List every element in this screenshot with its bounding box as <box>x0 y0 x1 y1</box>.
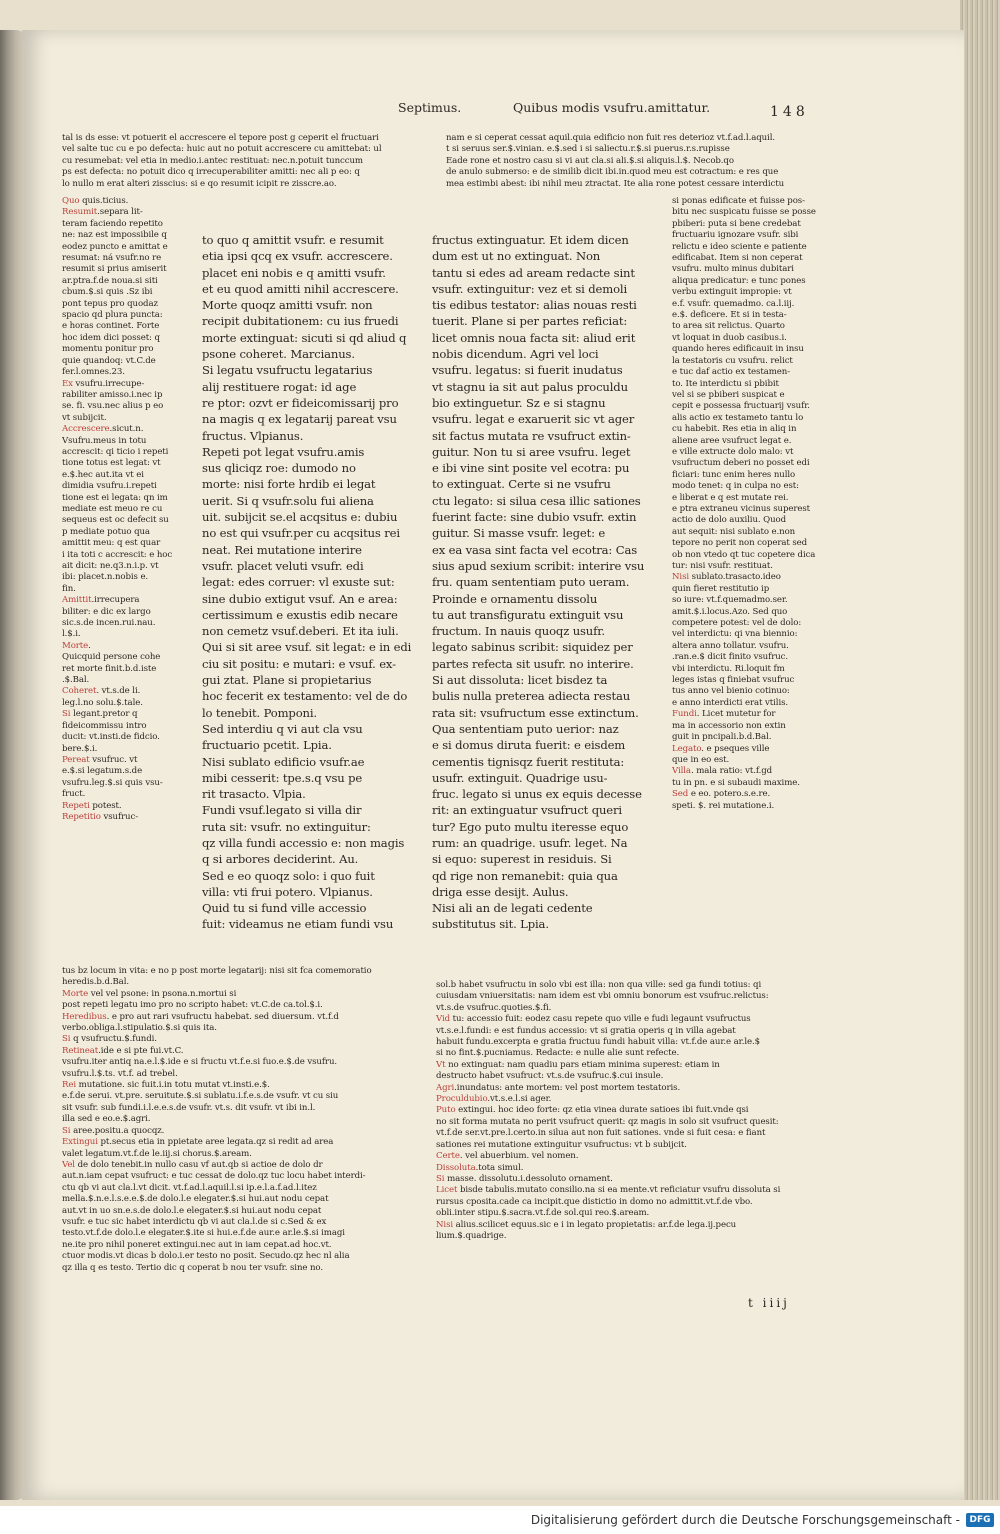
right-col-gloss-line: ma in accessorio non extin <box>672 720 786 731</box>
bottom-gloss-right-line: Certe. vel abuerbium. vel nomen. <box>436 1151 579 1162</box>
main-col2-line: fructum. In nauis quoqz usufr. <box>432 624 605 639</box>
bottom-gloss-left-line: Heredibus. e pro aut rari vsufructu habebat. sed diuersum. vt.f.d <box>62 1011 339 1022</box>
right-col-gloss-line: guit in pncipali.b.d.Bal. <box>672 732 772 743</box>
main-col2-line: tantu si edes ad aream redacte sint <box>432 265 635 280</box>
header-book-number: Septimus. <box>398 100 462 115</box>
main-col1-line: morte: nisi forte hrdib ei legat <box>202 477 376 492</box>
right-col-gloss-line: aliene aree vsufruct legat e. <box>672 435 792 446</box>
left-margin-gloss-line: Quo quis.ticius. <box>62 196 129 206</box>
bottom-gloss-left-line: sit vsufr. sub fundi.i.l.e.e.s.de vsufr. vt.s. dit vsufr. vt ibi in.l. <box>62 1102 316 1113</box>
left-margin-gloss-line: Ex vsufru.irrecupe- <box>62 378 145 389</box>
main-col1-line: lo tenebit. Pomponi. <box>202 705 317 720</box>
right-col-gloss-line: verbu extinguit impropie: vt <box>672 287 792 298</box>
right-col-gloss-line: Nisi sublato.trasacto.ideo <box>672 572 781 583</box>
left-margin-gloss-line: eodez puncto e amittat e <box>62 241 168 252</box>
right-col-gloss-line: aliqua predicatur: e tunc pones <box>672 275 806 286</box>
bottom-gloss-right-line: Puto extingui. hoc ideo forte: qz etia vinea durate satioes ibi fuit.vnde qsi <box>436 1105 749 1116</box>
main-col1-line: Sed interdiu q vi aut cla vsu <box>202 721 363 736</box>
left-margin-gloss-line: Si legant.pretor q <box>62 709 138 720</box>
left-margin-gloss-line: ait dicit: ne.q3.n.i.p. vt <box>62 561 159 571</box>
bottom-gloss-left-line: vsufru.iter antiq na.e.l.$.ide e si fructu vt.f.e.si fuo.e.$.de vsufru. <box>62 1057 338 1068</box>
left-margin-gloss-line: .$.Bal. <box>62 675 90 686</box>
left-margin-gloss-line: ret morte finit.b.d.iste <box>62 663 157 674</box>
main-col1-line: fructus. Vlpianus. <box>202 428 304 443</box>
main-col2-line: sius apud sexium scribit: interire vsu <box>432 558 645 573</box>
right-col-gloss-line: Sed e eo. potero.s.e.re. <box>672 789 771 800</box>
top-gloss-left-line: tal is ds esse: vt potuerit el accrescere el tepore post g ceperit el fructuari <box>62 133 379 143</box>
bottom-gloss-left-line: ctu qb vi aut cla.l.vt dicit. vt.f.ad.l.aquil.l.si ip.e.l.a.f.ad.l.itez <box>62 1182 317 1193</box>
left-margin-gloss-line: Coheret. vt.s.de li. <box>62 686 141 697</box>
right-col-gloss-line: vsufru. multo minus dubitari <box>672 264 794 275</box>
left-margin-gloss-line: Pereat vsufruc. vt <box>62 754 138 765</box>
bottom-gloss-left-line: Si q vsufructu.$.fundi. <box>62 1034 157 1045</box>
right-col-gloss-line: vbi interdictu. Ri.loquit fm <box>672 663 785 674</box>
main-col2-line: tis edibus testator: alias nouas resti <box>432 298 637 313</box>
right-col-gloss-line: e anno interdicti erat vtilis. <box>672 697 789 708</box>
left-margin-gloss-line: i ita toti c accrescit: e hoc <box>62 549 173 560</box>
left-margin-gloss-line: fideicommissu intro <box>62 720 147 731</box>
main-col1-line: alij restituere rogat: id age <box>202 379 357 394</box>
bottom-gloss-left-line: valet legatum.vt.f.de le.iij.si chorus.$.aream. <box>62 1148 252 1159</box>
right-col-gloss-line: tepore no perit non coperat sed <box>672 538 808 549</box>
bottom-gloss-left-line: vsufru.l.$.ts. vt.f. ad trebel. <box>62 1068 178 1079</box>
main-col1-line: q si arbores deciderint. Au. <box>202 852 359 867</box>
main-col2-line: bio extinguetur. Sz e si stagnu <box>432 395 606 410</box>
left-margin-gloss-line: rabiliter amisso.i.nec ip <box>62 389 163 400</box>
main-col1-line: re ptor: ozvt er fideicomissarij pro <box>202 395 399 410</box>
right-col-gloss-line: to area sit relictus. Quarto <box>672 321 785 332</box>
left-margin-gloss-line: Morte. <box>62 640 91 651</box>
bottom-gloss-right-line: no sit forma mutata no perit vsufruct querit: qz magis in solo sit vsufruct quesit: <box>436 1116 779 1127</box>
main-col2-line: dum est ut no extinguat. Non <box>432 249 601 264</box>
main-col2-line: fru. quam sententiam puto ueram. <box>432 575 630 590</box>
main-col2-line: vsufru. legatus: si fuerit inudatus <box>432 363 623 378</box>
main-col2-line: to extinguat. Certe si ne vsufru <box>432 477 611 492</box>
bottom-gloss-left <box>62 966 427 1288</box>
right-col-gloss-line: .ran.e.$ dicit finito vsufruc. <box>672 652 788 663</box>
main-col1-line: Repeti pot legat vsufru.amis <box>202 444 365 459</box>
top-gloss-right-line: t si seruus ser.$.vinian. e.$.sed i si saliectu.r.$.si puerus.r.s.rupisse <box>446 144 730 155</box>
main-col1-line: ciu sit positu: e mutari: e vsuf. ex- <box>202 656 396 671</box>
bottom-gloss-right-line: obli.inter stipu.$.sacra.vt.f.de sol.qui reo.$.aream. <box>436 1208 650 1219</box>
main-col1-line: sus qliciqz roe: dumodo no <box>202 461 356 476</box>
right-col-gloss-line: que in eo est. <box>672 754 730 765</box>
main-col1-line: uit. subijcit se.el acqsitus e: dubiu <box>202 510 398 525</box>
main-col2-line: Nisi ali an de legati cedente <box>432 901 593 916</box>
bottom-gloss-right <box>436 980 831 1280</box>
right-col-gloss-line: cepit e possessa fructuarij vsufr. <box>672 401 810 412</box>
bottom-gloss-left-line: verbo.obliga.l.stipulatio.$.si quis ita. <box>62 1023 217 1034</box>
main-col1-line: to quo q amittit vsufr. e resumit <box>202 233 384 247</box>
bottom-gloss-right-line: Dissoluta.tota simul. <box>436 1162 524 1173</box>
main-col2-line: e si domus diruta fuerit: e eisdem <box>432 738 626 753</box>
main-col2-line: tur? Ego puto multu iteresse equo <box>432 819 629 834</box>
main-col2-line: fuerint facte: sine dubio vsufr. extin <box>432 510 637 525</box>
right-col-gloss-line: Fundi. Licet mutetur for <box>672 709 776 720</box>
bottom-gloss-right-line: Agri.inundatus: ante mortem: vel post mortem testatoris. <box>436 1082 681 1093</box>
left-margin-gloss-line: resumat: ná vsufr.no re <box>62 253 162 264</box>
right-col-gloss-line: e tuc daf actio ex testamen- <box>672 367 790 378</box>
bottom-gloss-right-line: cuiusdam vniuersitatis: nam idem est vbi omniu bonorum est vsufruc.relictus: <box>436 991 769 1002</box>
right-column-gloss <box>672 196 834 971</box>
main-col1-line: etia ipsi qcq ex vsufr. accrescere. <box>202 249 393 264</box>
right-col-gloss-line: e.f. vsufr. quemadmo. ca.l.iij. <box>672 298 795 309</box>
bottom-gloss-left-line: testo.vt.f.de dolo.l.e elegater.$.ite si hui.e.f.de aur.e ar.le.$.si imagi <box>62 1228 345 1239</box>
right-col-gloss-line: vsufructum deberi no posset edi <box>672 458 810 469</box>
main-col1-line: Qui si sit aree vsuf. sit legat: e in edi <box>202 640 412 655</box>
main-col2-line: Qua sententiam puto uerior: naz <box>432 721 619 736</box>
bottom-gloss-left-line: aut.vt in uo sn.e.s.de dolo.l.e elegater.$.si hui.aut nodu cepat <box>62 1205 322 1216</box>
right-col-gloss-line: Legato. e pseques ville <box>672 743 770 754</box>
top-gloss-left-line: vel salte tuc cu e po defecta: huic aut no potuit accrescere cu amittebat: ul <box>62 144 382 155</box>
bottom-gloss-right-line: vt.f.de ser.vt.pre.l.certo.in silua aut non fuit sationes. vnde si fuit cesa: e fiant <box>436 1128 766 1139</box>
right-col-gloss-line: e ptra extraneu vicinus superest <box>672 503 811 514</box>
bottom-gloss-right-line: Si masse. dissolutu.i.dessoluto ornament. <box>436 1173 613 1184</box>
left-margin-gloss-line: Quicquid persone cohe <box>62 652 161 663</box>
left-margin-gloss-line: momentu ponitur pro <box>62 344 154 355</box>
left-margin-gloss-line: Vsufru.meus in totu <box>62 435 147 446</box>
bottom-gloss-right-line: si no fint.$.pucniamus. Redacte: e nulle alie sunt refecte. <box>436 1048 680 1059</box>
folio-number: 148 <box>770 104 809 120</box>
right-col-gloss-line: so iure: vt.f.quemadmo.ser. <box>672 595 788 606</box>
main-text-column-1 <box>202 232 422 952</box>
main-col2-line: Si aut dissoluta: licet bisdez ta <box>432 673 608 688</box>
bottom-gloss-left-line: heredis.b.d.Bal. <box>62 977 129 988</box>
bottom-gloss-right-line: vt.s.de vsufruc.quoties.$.fi. <box>436 1002 552 1013</box>
left-margin-gloss-line: vt subijcit. <box>62 412 107 423</box>
main-col1-line: non cemetz vsuf.deberi. Et ita iuli. <box>202 624 399 639</box>
main-col1-line: Sed e eo quoqz solo: i quo fuit <box>202 868 375 883</box>
main-col1-line: mibi cesserit: tpe.s.q vsu pe <box>202 770 363 785</box>
main-col2-line: ex ea vasa sint facta vel ecotra: Cas <box>432 542 638 557</box>
left-margin-gloss-line: fin. <box>62 583 76 594</box>
main-col1-line: Quid tu si fund ville accessio <box>202 901 367 916</box>
main-col1-line: Morte quoqz amitti vsufr. non <box>202 298 373 313</box>
right-col-gloss-line: modo tenet: q in culpa no est: <box>672 481 799 492</box>
right-col-gloss-line: vt loquat in duob casibus.i. <box>672 332 787 343</box>
left-margin-gloss-line: ne: naz est impossibile q <box>62 230 167 241</box>
main-col2-line: vsufru. legat e exaruerit sic vt ager <box>432 412 635 427</box>
top-gloss-right-line: nam e si ceperat cessat aquil.quia edificio non fuit res deterioz vt.f.ad.l.aquil. <box>446 133 775 143</box>
digitization-footer <box>0 1506 1000 1534</box>
right-col-gloss-line: alis actio ex testameto tantu lo <box>672 412 804 423</box>
main-col2-line: licet omnis noua facta sit: aliud erit <box>432 330 636 345</box>
left-margin-gloss-line: Resumit.separa lit- <box>62 207 143 218</box>
bottom-gloss-left-line: post repeti legatu imo pro no scripto habet: vt.C.de ca.tol.$.i. <box>62 1000 323 1011</box>
left-margin-gloss-line: se. fi. vsu.nec alius p eo <box>62 401 164 412</box>
main-col1-line: Fundi vsuf.legato si villa dir <box>202 803 362 818</box>
main-col1-line: Si legatu vsufructu legatarius <box>202 363 373 378</box>
right-col-gloss-line: si ponas edificate et fuisse pos- <box>672 196 805 206</box>
right-col-gloss-line: altera anno tollatur. vsufru. <box>672 640 789 651</box>
left-margin-gloss-line: bere.$.i. <box>62 743 98 754</box>
left-margin-gloss-line: tione est ei legata: qn im <box>62 492 168 503</box>
main-col1-line: certissimum e exustis edib necare <box>202 607 398 622</box>
left-margin-gloss-line: Repetitio vsufruc- <box>62 811 139 822</box>
right-col-gloss-line: to. Ite interdictu si pbibit <box>672 378 779 389</box>
bottom-gloss-left-line: illa sed e eo.e.$.agri. <box>62 1114 151 1125</box>
bottom-gloss-right-line: Licet bisde tabulis.mutato consilio.na si ea mente.vt reficiatur vsufru dissoluta si <box>436 1185 781 1196</box>
bottom-gloss-right-line: Proculdubio.vt.s.e.l.si ager. <box>436 1094 552 1105</box>
left-margin-gloss-line: dimidia vsufru.i.repeti <box>62 481 157 492</box>
left-margin-gloss-line: ar.ptra.f.de noua.si siti <box>62 275 158 286</box>
top-gloss-left-line: cu resumebat: vel etia in medio.i.antec restituat: nec.n.potuit tunccum <box>62 155 363 166</box>
right-col-gloss-line: e liberat e q est mutate rei. <box>672 492 789 503</box>
main-col2-line: ctu legato: si silua cesa illic sationes <box>432 493 641 508</box>
page-stack-edge <box>960 0 1000 1500</box>
main-col1-line: na magis q ex legatarij pareat vsu <box>202 412 397 427</box>
main-col1-line: psone coheret. Marcianus. <box>202 347 355 362</box>
right-col-gloss-line: bitu nec suspicatu fuisse se posse <box>672 207 816 218</box>
main-col1-line: vsufr. placet veluti vsufr. edi <box>202 558 364 573</box>
main-col2-line: cementis tignisqz fuerit restituta: <box>432 754 625 769</box>
left-margin-gloss-line: amittit meu: q est quar <box>62 538 161 549</box>
top-gloss-right-line: de anulo submerso: e de similib dicit ibi.in.quod meu est cotractum: e res que <box>446 167 779 178</box>
bottom-gloss-left-line: ne.ite pro nihil poneret extingui.nec aut in iam cepat.ad hoc.vt. <box>62 1239 332 1250</box>
main-col1-line: sine dubio extigut vsuf. An e area: <box>202 591 398 606</box>
main-col2-line: partes refecta sit usufr. no interire. <box>432 656 634 671</box>
right-col-gloss-line: vel interdictu: qi vna biennio: <box>672 629 798 640</box>
right-col-gloss-line: leges istas q finiebat vsufruc <box>672 675 795 686</box>
left-margin-gloss-line: fruct. <box>62 789 86 800</box>
main-col1-line: et eu quod amitti nihil accrescere. <box>202 281 399 296</box>
main-col1-line: Nisi sublato edificio vsufr.ae <box>202 754 365 769</box>
bottom-gloss-left-line: qz illa q es testo. Tertio dic q coperat b nou ter vsufr. sine no. <box>62 1262 323 1273</box>
main-col2-line: rata sit: vsufructum esse extinctum. <box>432 705 639 720</box>
main-col1-line: placet eni nobis e q amitti vsufr. <box>202 265 386 280</box>
main-col2-line: vsufr. extinguitur: vez et si demoli <box>432 281 628 296</box>
main-col2-line: Proinde e ornamentu dissolu <box>432 591 598 606</box>
left-margin-gloss-line: sic.s.de incen.rui.nau. <box>62 618 156 629</box>
bottom-gloss-right-line: Nisi alius.scilicet equus.sic e i in legato propietatis: ar.f.de lega.ij.pecu <box>436 1219 737 1230</box>
left-margin-gloss-line: e horas continet. Forte <box>62 321 160 332</box>
main-col1-line: uerit. Si q vsufr.solu fui aliena <box>202 493 374 508</box>
bottom-gloss-left-line: mella.$.n.e.l.s.e.e.$.de dolo.l.e elegater.$.si hui.aut nodu cepat <box>62 1194 329 1205</box>
bottom-gloss-right-line: lium.$.quadrige. <box>436 1230 507 1241</box>
main-col2-line: sit factus mutata re vsufruct extin- <box>432 428 631 443</box>
left-margin-gloss-line: hoc idem dici posset: q <box>62 332 160 343</box>
main-col2-line: qd rige non remanebit: quia qua <box>432 868 618 883</box>
left-margin-gloss <box>62 196 192 966</box>
right-col-gloss-line: relictu e ideo sciente e patiente <box>672 241 807 252</box>
bottom-gloss-right-line: habuit fundu.excerpta e gratia fructuu fundi habuit villa: vt.f.de aur.e ar.le.$ <box>436 1037 760 1048</box>
main-col2-line: tuerit. Plane si per partes reficiat: <box>432 314 628 329</box>
bottom-gloss-left-line: Vel de dolo tenebit.in nullo casu vf aut.qb si actioe de dolo dr <box>62 1159 323 1170</box>
left-margin-gloss-line: l.$.i. <box>62 629 81 640</box>
right-col-gloss-line: quin fieret restitutio ip <box>672 583 770 594</box>
left-margin-gloss-line: mediate est meuo re cu <box>62 503 163 514</box>
main-col1-line: fuit: videamus ne etiam fundi vsu <box>202 917 394 932</box>
bottom-gloss-left-line: Retineat.ide e si pte fui.vt.C. <box>62 1045 184 1056</box>
bottom-gloss-right-line: rursus cposita.cade ca incipit.que distictio in domo no admittit.vt.f.de vbo. <box>436 1196 753 1207</box>
main-col2-line: fructus extinguatur. Et idem dicen <box>432 233 629 247</box>
right-col-gloss-line: ob non vtedo qt tuc copetere dica <box>672 549 816 560</box>
left-margin-gloss-line: Accrescere.sicut.n. <box>62 424 144 435</box>
main-col1-line: neat. Rei mutatione interire <box>202 542 362 557</box>
main-col2-line: guitur. Si masse vsufr. leget: e <box>432 526 606 541</box>
left-margin-gloss-line: teram faciendo repetito <box>62 218 163 229</box>
main-col1-line: morte extinguat: sicuti si qd aliud q <box>202 330 407 345</box>
main-col2-line: fruc. legato si unus ex equis decesse <box>432 787 642 802</box>
bottom-gloss-left-line: Si aree.positu.a quocqz. <box>62 1125 165 1136</box>
main-col1-line: hoc fecerit ex testamento: vel de do <box>202 689 408 704</box>
right-col-gloss-line: amit.$.i.locus.Azo. Sed quo <box>672 606 788 617</box>
main-col1-line: qz villa fundi accessio e: non magis <box>202 835 405 850</box>
main-col1-line: legat: edes corruer: vl exuste sut: <box>202 575 395 590</box>
right-col-gloss-line: la testatoris cu vsufru. relict <box>672 355 793 366</box>
top-gloss-right <box>446 133 831 193</box>
right-col-gloss-line: e ville extructe dolo malo: vt <box>672 446 794 457</box>
left-margin-gloss-line: cbum.$.si quis .Sz ibi <box>62 287 153 298</box>
right-col-gloss-line: fructuariu ignozare vsufr. sibi <box>672 230 799 241</box>
main-col2-line: usufr. extinguit. Quadrige usu- <box>432 770 608 785</box>
right-col-gloss-line: tus anno vel bienio cotinuo: <box>672 686 790 697</box>
right-col-gloss-line: cu habebit. Res etia in aliq in <box>672 424 797 435</box>
main-text-column-2 <box>432 232 654 952</box>
main-col1-line: recipit dubitationem: cu ius fruedi <box>202 314 399 329</box>
right-col-gloss-line: tur: nisi vsufr. restituat. <box>672 561 773 571</box>
bottom-gloss-left-line: tus bz locum in vita: e no p post morte legatarij: nisi sit fca comemoratio <box>62 966 372 976</box>
bottom-gloss-left-line: vsufr. e tuc sic habet interdictu qb vi aut cla.l.de si c.Sed & ex <box>62 1216 327 1227</box>
signature-mark: t iiij <box>748 1296 790 1310</box>
main-col1-line: villa: vti frui potero. Vlpianus. <box>202 884 373 899</box>
main-col1-line: fructuario pcetit. Lpia. <box>202 738 332 753</box>
header-title: Quibus modis vsufru.amittatur. <box>513 100 711 115</box>
left-margin-gloss-line: tione totus est legat: vt <box>62 458 161 469</box>
main-col2-line: tu aut transfiguratu extinguit vsu <box>432 607 624 622</box>
right-col-gloss-line: vel si se pbiberi suspicat e <box>672 389 785 400</box>
right-col-gloss-line: competere potest: vel de dolo: <box>672 618 802 629</box>
bottom-gloss-left-line: Rei mutatione. sic fuit.i.in totu mutat vt.insti.e.$. <box>62 1080 270 1091</box>
bottom-gloss-left-line: Extingui pt.secus etia in ppietate aree legata.qz si redit ad area <box>62 1137 334 1148</box>
main-col2-line: e ibi vine sint posite vel ecotra: pu <box>432 461 630 476</box>
bottom-gloss-left-line: ctuor modis.vt dicas b dolo.i.er testo no posit. Secudo.qz hec nl alia <box>62 1251 350 1262</box>
main-col2-line: legato sabinus scribit: siquidez per <box>432 640 633 655</box>
left-margin-gloss-line: biliter: e dic ex largo <box>62 606 151 617</box>
main-col1-line: gui ztat. Plane si propietarius <box>202 673 372 688</box>
left-margin-gloss-line: fer.l.omnes.23. <box>62 367 125 378</box>
left-margin-gloss-line: pont tepus pro quodaz <box>62 298 158 309</box>
main-col2-line: bulis nulla preterea adiecta restau <box>432 689 631 704</box>
bottom-gloss-right-line: destructo habet vsufruct: vt.s.de vsufruc.$.cui insule. <box>436 1071 664 1082</box>
main-col1-line: ruta sit: vsufr. no extinguitur: <box>202 819 371 834</box>
main-col2-line: substitutus sit. Lpia. <box>432 917 549 932</box>
bottom-gloss-right-line: Vt no extinguat: nam quadiu pars etiam minima superest: etiam in <box>436 1059 720 1070</box>
bottom-gloss-right-line: sationes rei mutatione extinguitur vsufructus: vt b subijcit. <box>436 1139 687 1150</box>
left-margin-gloss-line: Amittit.irrecupera <box>62 595 140 606</box>
left-margin-gloss-line: accrescit: qi ticio i repeti <box>62 446 169 457</box>
main-col2-line: vt stagnu ia sit aut palus proculdu <box>432 379 628 394</box>
main-col2-line: si equo: superest in residuis. Si <box>432 852 612 867</box>
top-gloss-left-line: ps est defecta: no potuit dico q irrecuperabiliter amitti: nec ali p eo: q <box>62 167 360 178</box>
right-col-gloss-line: speti. $. rei mutatione.i. <box>672 800 775 811</box>
left-margin-gloss-line: vsufru.leg.$.si quis vsu- <box>62 777 163 788</box>
right-col-gloss-line: aut sequit: nisi sublato e.non <box>672 526 796 537</box>
left-margin-gloss-line: leg.l.no solu.$.tale. <box>62 697 143 708</box>
funding-credit: Digitalisierung gefördert durch die Deutsche Forschungsgemeinschaft - <box>530 1513 960 1527</box>
dfg-logo: DFG <box>966 1513 994 1527</box>
bottom-gloss-left-line: Morte vel vel psone: in psona.n.mortui si <box>62 988 237 999</box>
left-margin-gloss-line: spacio qd plura puncta: <box>62 310 163 321</box>
bottom-gloss-right-line: vt.s.e.l.fundi: e est fundus accessio: vt si gratia operis q in villa agebat <box>436 1025 736 1036</box>
left-margin-gloss-line: quie quandoq: vt.C.de <box>62 355 156 366</box>
right-col-gloss-line: Villa. mala ratio: vt.f.gd <box>672 766 773 777</box>
left-margin-gloss-line: p mediate potuo qua <box>62 526 150 537</box>
left-margin-gloss-line: sequeus est oc defecit su <box>62 515 169 526</box>
top-gloss-right-line: mea estimbi abest: ibi nihil meu ztractat. Ite alia rone potest cessare interdictu <box>446 178 785 189</box>
main-col2-line: rum: an quadrige. usufr. leget. Na <box>432 835 628 850</box>
left-margin-gloss-line: e.$.hec aut.ita vt ei <box>62 469 144 480</box>
main-col2-line: rit: an extinguatur vsufruct queri <box>432 803 622 818</box>
main-col1-line: rit trasacto. Vlpia. <box>202 787 306 802</box>
main-col2-line: driga esse desijt. Aulus. <box>432 884 569 899</box>
top-gloss-right-line: Eade rone et nostro casu si vi aut cla.si ali.$.si aliquis.l.$. Necob.qo <box>446 155 734 166</box>
bottom-gloss-right-line: sol.b habet vsufructu in solo vbi est illa: non qua ville: sed ga fundi totius: qi <box>436 980 762 990</box>
left-margin-gloss-line: ibi: placet.n.nobis e. <box>62 572 149 583</box>
right-col-gloss-line: ficiari: tunc enim heres nullo <box>672 469 796 480</box>
top-gloss-left <box>62 133 442 193</box>
right-col-gloss-line: pbiberi: puta si bene credebat <box>672 218 801 229</box>
right-col-gloss-line: e.$. deficere. Et si in testa- <box>672 310 787 321</box>
bottom-gloss-left-line: aut.n.iam cepat vsufruct: e tuc cessat de dolo.qz tuc locu habet interdi- <box>62 1171 366 1182</box>
left-margin-gloss-line: Repeti potest. <box>62 800 122 811</box>
bottom-gloss-left-line: e.f.de serui. vt.pre. seruitute.$.si sublatu.i.f.e.s.de vsufr. vt cu siu <box>62 1091 339 1102</box>
top-gloss-left-line: lo nullo m erat alteri zisscius: si e qo resumit icipit re zisscre.ao. <box>62 178 337 189</box>
left-margin-gloss-line: e.$.si legatum.s.de <box>62 766 143 777</box>
main-col2-line: guitur. Non tu si aree vsufru. leget <box>432 444 631 459</box>
main-col1-line: no est qui vsufr.per cu acqsitus rei <box>202 526 400 541</box>
right-col-gloss-line: edificabat. Item si non ceperat <box>672 253 803 264</box>
left-margin-gloss-line: ducit: vt.insti.de fidcio. <box>62 732 160 743</box>
right-col-gloss-line: tu in pn. e si subaudi maxime. <box>672 777 800 788</box>
right-col-gloss-line: quando heres edificauit in insu <box>672 344 804 355</box>
main-col2-line: nobis dicendum. Agri vel loci <box>432 347 599 362</box>
bottom-gloss-right-line: Vid tu: accessio fuit: eodez casu repete quo ville e fudi legaunt vsufructus <box>436 1014 751 1025</box>
right-col-gloss-line: actio de dolo auxiliu. Quod <box>672 515 786 526</box>
left-margin-gloss-line: resumit si prius amiserit <box>62 264 167 275</box>
